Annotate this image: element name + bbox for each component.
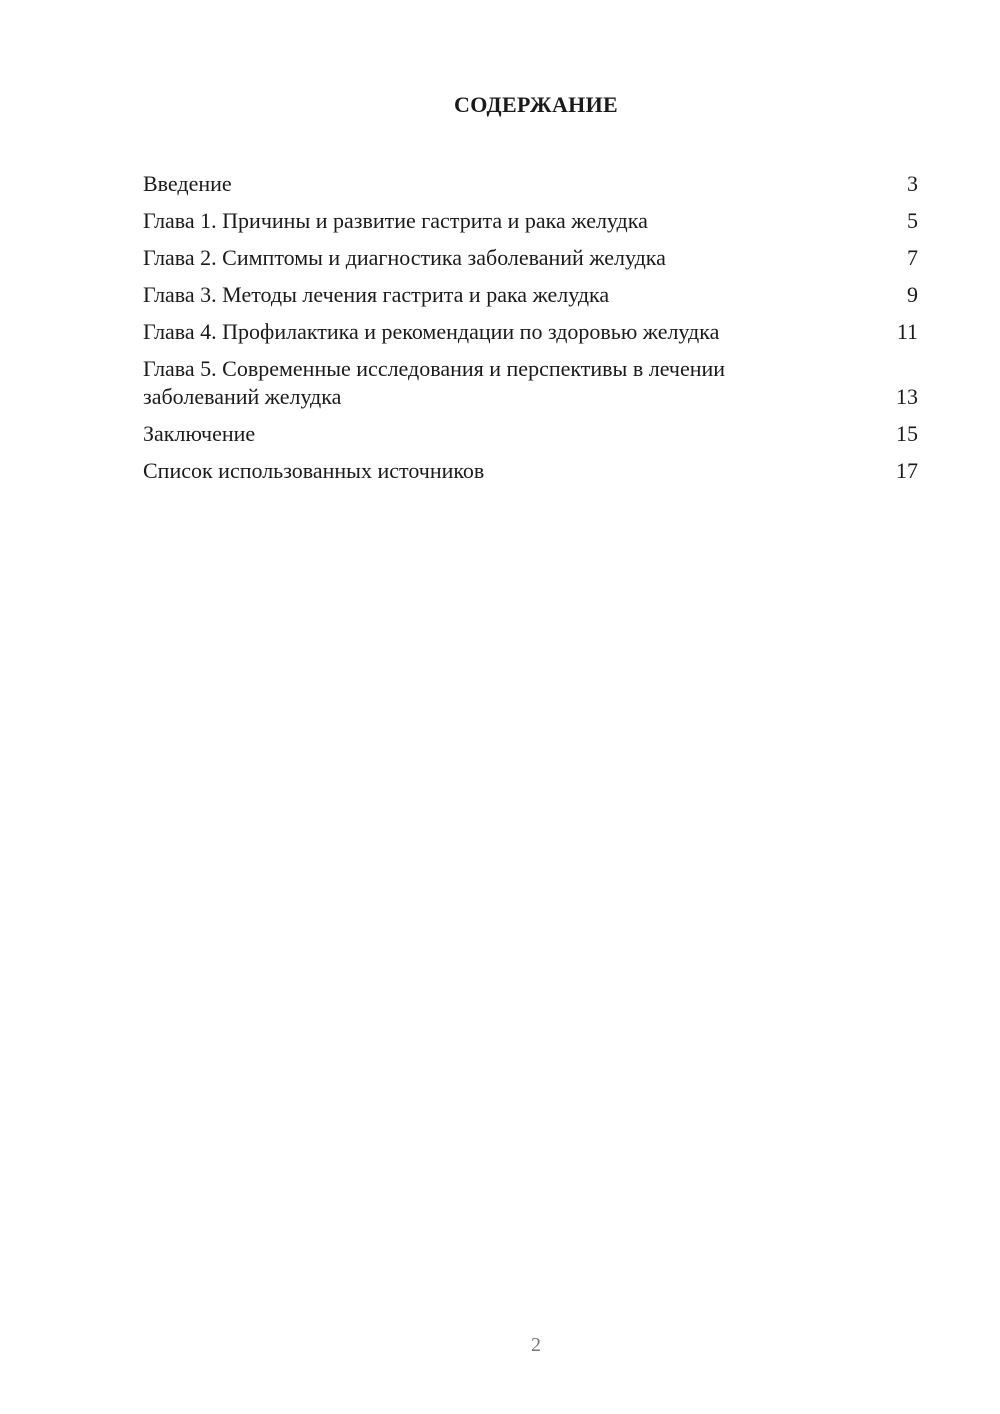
toc-entry-references bbox=[143, 457, 918, 485]
toc-entry-introduction bbox=[143, 170, 918, 198]
toc-entry-text: Заключение bbox=[143, 421, 256, 446]
toc-entry-text: Глава 2. Симптомы и диагностика заболеваний желудка bbox=[143, 245, 666, 270]
table-of-contents bbox=[143, 170, 918, 494]
toc-entry-chapter-2 bbox=[143, 244, 918, 272]
toc-entry-text: Глава 4. Профилактика и рекомендации по здоровью желудка bbox=[143, 319, 720, 344]
toc-entry-chapter-4 bbox=[143, 318, 918, 346]
toc-entry-page: 7 bbox=[907, 245, 918, 270]
page-number: 2 bbox=[531, 1334, 541, 1356]
toc-entry-page: 11 bbox=[896, 319, 918, 344]
toc-entry-text: Глава 3. Методы лечения гастрита и рака желудка bbox=[143, 282, 610, 307]
toc-entry-text: Глава 5. Современные исследования и перспективы в лечении заболеваний желудка bbox=[143, 356, 726, 409]
toc-entry-page: 13 bbox=[896, 384, 918, 409]
toc-entry-text: Список использованных источников bbox=[143, 458, 485, 483]
toc-entry-chapter-3 bbox=[143, 281, 918, 309]
toc-entry-page: 15 bbox=[896, 421, 918, 446]
toc-entry-conclusion bbox=[143, 420, 918, 448]
toc-entry-page: 5 bbox=[907, 208, 918, 233]
toc-entry-page: 17 bbox=[896, 458, 918, 483]
toc-entry-text: Глава 1. Причины и развитие гастрита и рака желудка bbox=[143, 208, 648, 233]
toc-entry-chapter-1 bbox=[143, 207, 918, 235]
toc-entry-page: 9 bbox=[907, 282, 918, 307]
toc-entry-page: 3 bbox=[907, 171, 918, 196]
page-title: СОДЕРЖАНИЕ bbox=[454, 92, 618, 117]
toc-entry-chapter-5 bbox=[143, 355, 918, 411]
toc-entry-text: Введение bbox=[143, 171, 232, 196]
